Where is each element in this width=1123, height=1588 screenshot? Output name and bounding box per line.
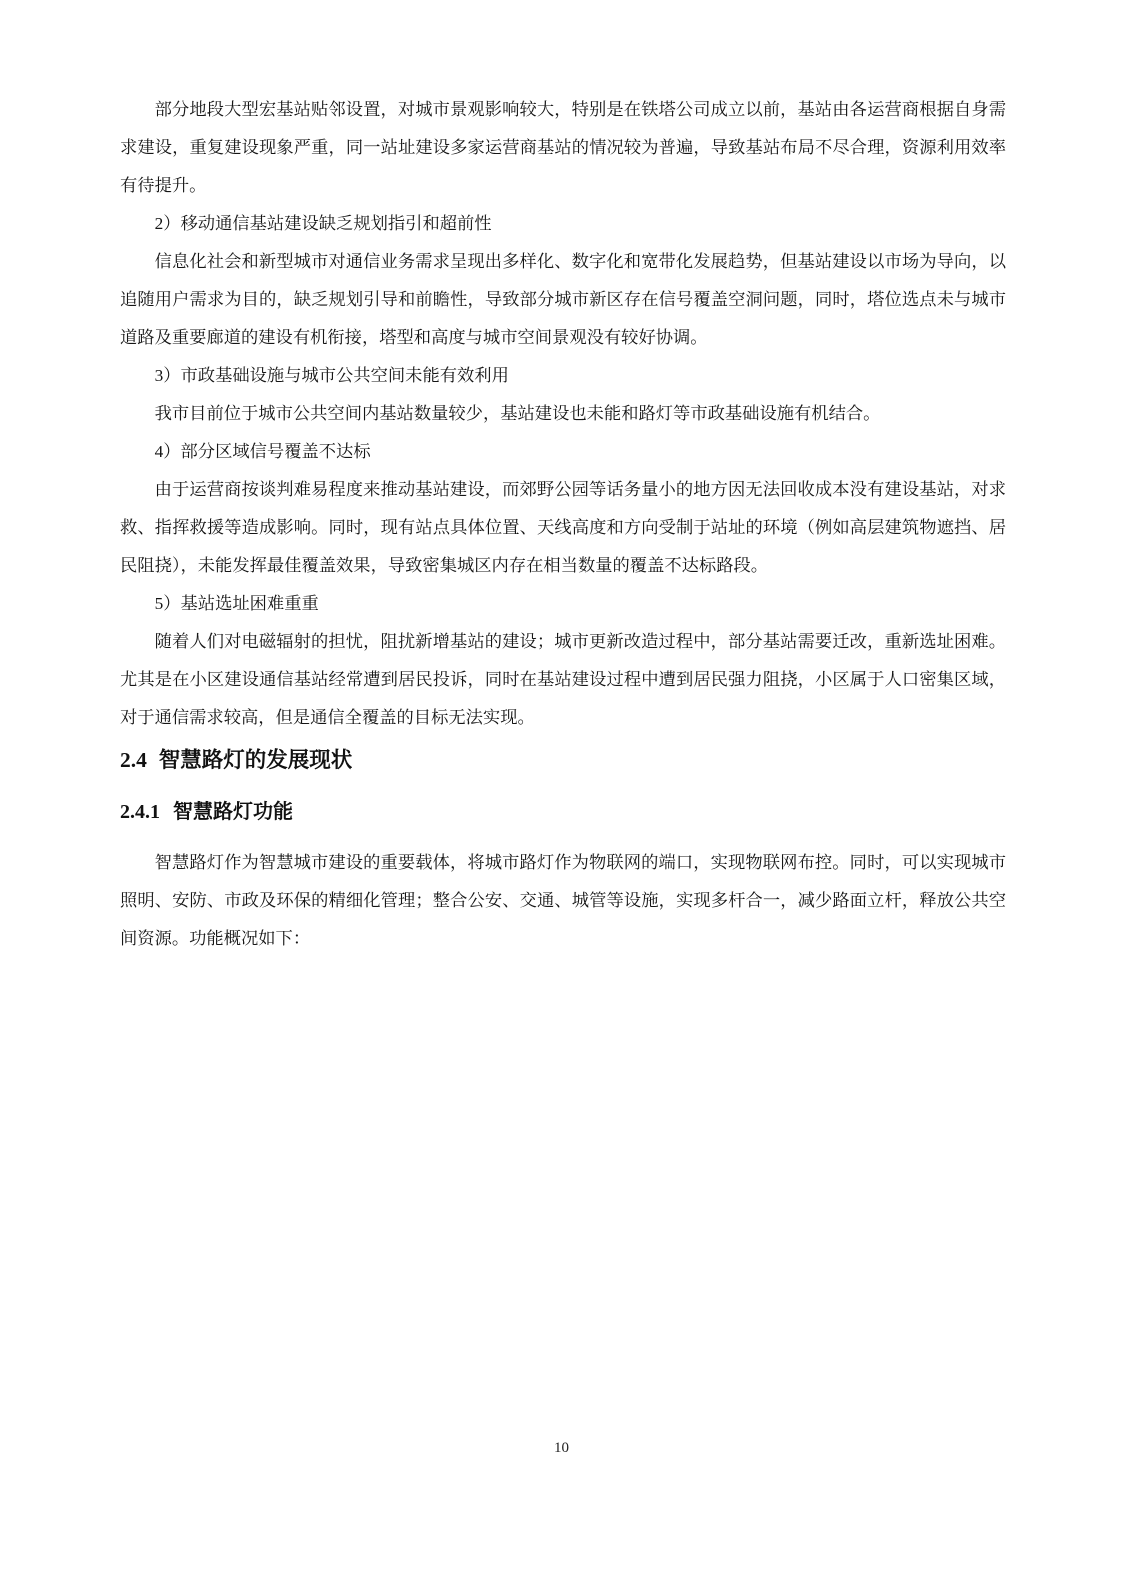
paragraph-site-selection-detail: 随着人们对电磁辐射的担忧，阻扰新增基站的建设；城市更新改造过程中，部分基站需要迁改，重新选址困难。尤其是在小区建设通信基站经常遭到居民投诉，同时在基站建设过程中遭到居民强力阻挠，小区属于人口密集区域，对于通信需求较高，但是通信全覆盖的目标无法实现。 [120,632,1006,727]
paragraph-signal-coverage-detail: 由于运营商按谈判难易程度来推动基站建设，而郊野公园等话务量小的地方因无法回收成本没有建设基站，对求救、指挥救援等造成影响。同时，现有站点具体位置、天线高度和方向受制于站址的环境（例如高层建筑物遮挡、居民阻挠），未能发挥最佳覆盖效果，导致密集城区内存在相当数量的覆盖不达标路段。 [120,480,1006,575]
section-heading-2-4 [120,741,1006,779]
numbered-item-4-signal-coverage: 4）部分区域信号覆盖不达标 [154,442,371,461]
paragraph-planning-guidance: 信息化社会和新型城市对通信业务需求呈现出多样化、数字化和宽带化发展趋势，但基站建设以市场为导向，以追随用户需求为目的，缺乏规划引导和前瞻性，导致部分城市新区存在信号覆盖空洞问题，同时，塔位选点未与城市道路及重要廊道的建设有机衔接，塔型和高度与城市空间景观没有较好协调。 [120,252,1006,347]
paragraph-smart-streetlight-functions: 智慧路灯作为智慧城市建设的重要载体，将城市路灯作为物联网的端口，实现物联网布控。同时，可以实现城市照明、安防、市政及环保的精细化管理；整合公安、交通、城管等设施，实现多杆合一，减少路面立杆，释放公共空间资源。功能概况如下： [120,853,1006,948]
page-content [120,91,1006,958]
numbered-item-3-public-space: 3）市政基础设施与城市公共空间未能有效利用 [154,366,509,385]
paragraph-public-space-usage: 我市目前位于城市公共空间内基站数量较少，基站建设也未能和路灯等市政基础设施有机结合。 [154,404,881,423]
paragraph-macro-station-issues: 部分地段大型宏基站贴邻设置，对城市景观影响较大，特别是在铁塔公司成立以前，基站由各运营商根据自身需求建设，重复建设现象严重，同一站址建设多家运营商基站的情况较为普遍，导致基站布局不尽合理，资源利用效率有待提升。 [120,100,1006,195]
section-heading-title: 智慧路灯的发展现状 [158,748,353,772]
subsection-heading-number: 2.4.1 [120,801,160,823]
page-number: 10 [554,1440,569,1456]
subsection-heading-2-4-1 [120,793,1006,831]
numbered-item-2-planning: 2）移动通信基站建设缺乏规划指引和超前性 [154,214,492,233]
section-heading-number: 2.4 [120,748,147,772]
numbered-item-5-site-selection: 5）基站选址困难重重 [154,594,319,613]
subsection-heading-title: 智慧路灯功能 [173,801,293,823]
